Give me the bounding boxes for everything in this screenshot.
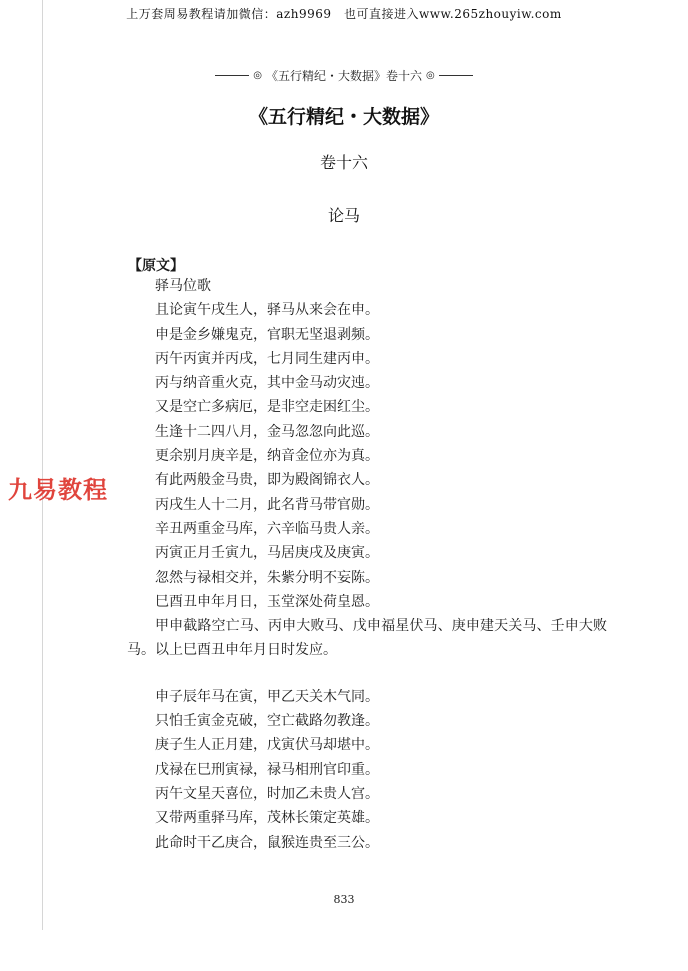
top-banner: 上万套周易教程请加微信：azh9969 也可直接进入www.265zhouyiw.com bbox=[126, 7, 562, 21]
paragraph-gap bbox=[127, 663, 607, 685]
prose-paragraph: 甲申截路空亡马、丙申大败马、戊申福星伏马、庚申建天关马、壬申大败马。以上巳酉丑申年月日时发应。 bbox=[127, 618, 607, 659]
verse-line: 辛丑两重金马库，六辛临马贵人亲。 bbox=[155, 520, 379, 537]
ornament-right-icon: ◎ bbox=[426, 70, 435, 81]
verse-line: 更余别月庚辛是，纳音金位亦为真。 bbox=[155, 448, 379, 465]
verse-line: 只怕壬寅金克破，空亡截路勿教逢。 bbox=[155, 713, 379, 730]
running-head-rule-right bbox=[439, 75, 473, 76]
verse-line: 庚子生人正月建，戊寅伏马却堪中。 bbox=[155, 737, 379, 754]
verse-line: 丙与纳音重火克，其中金马动灾迍。 bbox=[155, 375, 379, 392]
verse-line: 丙午丙寅并丙戌，七月同生建丙申。 bbox=[155, 350, 379, 367]
page-edge-rule bbox=[42, 0, 43, 930]
verse-line: 有此两般金马贵，即为殿阁锦衣人。 bbox=[155, 472, 379, 489]
watermark-text: 九易教程 bbox=[8, 476, 108, 504]
verse-line: 戊禄在巳刑寅禄，禄马相刑官印重。 bbox=[155, 761, 379, 778]
verse-line: 且论寅午戌生人，驿马从来会在申。 bbox=[155, 302, 379, 319]
verse-line: 生逢十二四八月，金马忽忽向此巡。 bbox=[155, 423, 379, 440]
verse-line: 驿马位歌 bbox=[155, 278, 211, 294]
verse-line: 又是空亡多病厄，是非空走困红尘。 bbox=[155, 399, 379, 416]
verse-line: 丙寅正月壬寅九，马居庚戌及庚寅。 bbox=[155, 545, 379, 562]
page-number: 833 bbox=[333, 893, 355, 906]
verse-line: 申是金乡嫌鬼克，官职无坚退剥频。 bbox=[155, 326, 379, 343]
verse-line: 巳酉丑申年月日，玉堂深处荷皇恩。 bbox=[155, 593, 379, 610]
chapter-title: 论马 bbox=[327, 206, 360, 225]
verse-line: 此命时干乙庚合，鼠猴连贵至三公。 bbox=[155, 834, 379, 851]
book-title: 《五行精纪・大数据》 bbox=[248, 106, 439, 128]
volume-title: 卷十六 bbox=[319, 153, 368, 172]
verse-line: 申子辰年马在寅，甲乙天关木气同。 bbox=[155, 688, 379, 705]
running-head-rule-left bbox=[215, 75, 249, 76]
running-head-text: 《五行精纪・大数据》卷十六 bbox=[265, 69, 422, 83]
verse-line: 忽然与禄相交并，朱紫分明不妄陈。 bbox=[155, 569, 379, 586]
verse-line: 丙午文星天喜位，时加乙未贵人宫。 bbox=[155, 785, 379, 802]
verse-line: 丙戌生人十二月，此名背马带官勋。 bbox=[155, 496, 379, 513]
ornament-left-icon: ◎ bbox=[253, 70, 262, 81]
section-label: 【原文】 bbox=[128, 258, 184, 274]
running-head bbox=[0, 67, 688, 84]
body-text bbox=[127, 274, 607, 855]
verse-line: 又带两重驿马库，茂林长策定英雄。 bbox=[155, 810, 379, 827]
